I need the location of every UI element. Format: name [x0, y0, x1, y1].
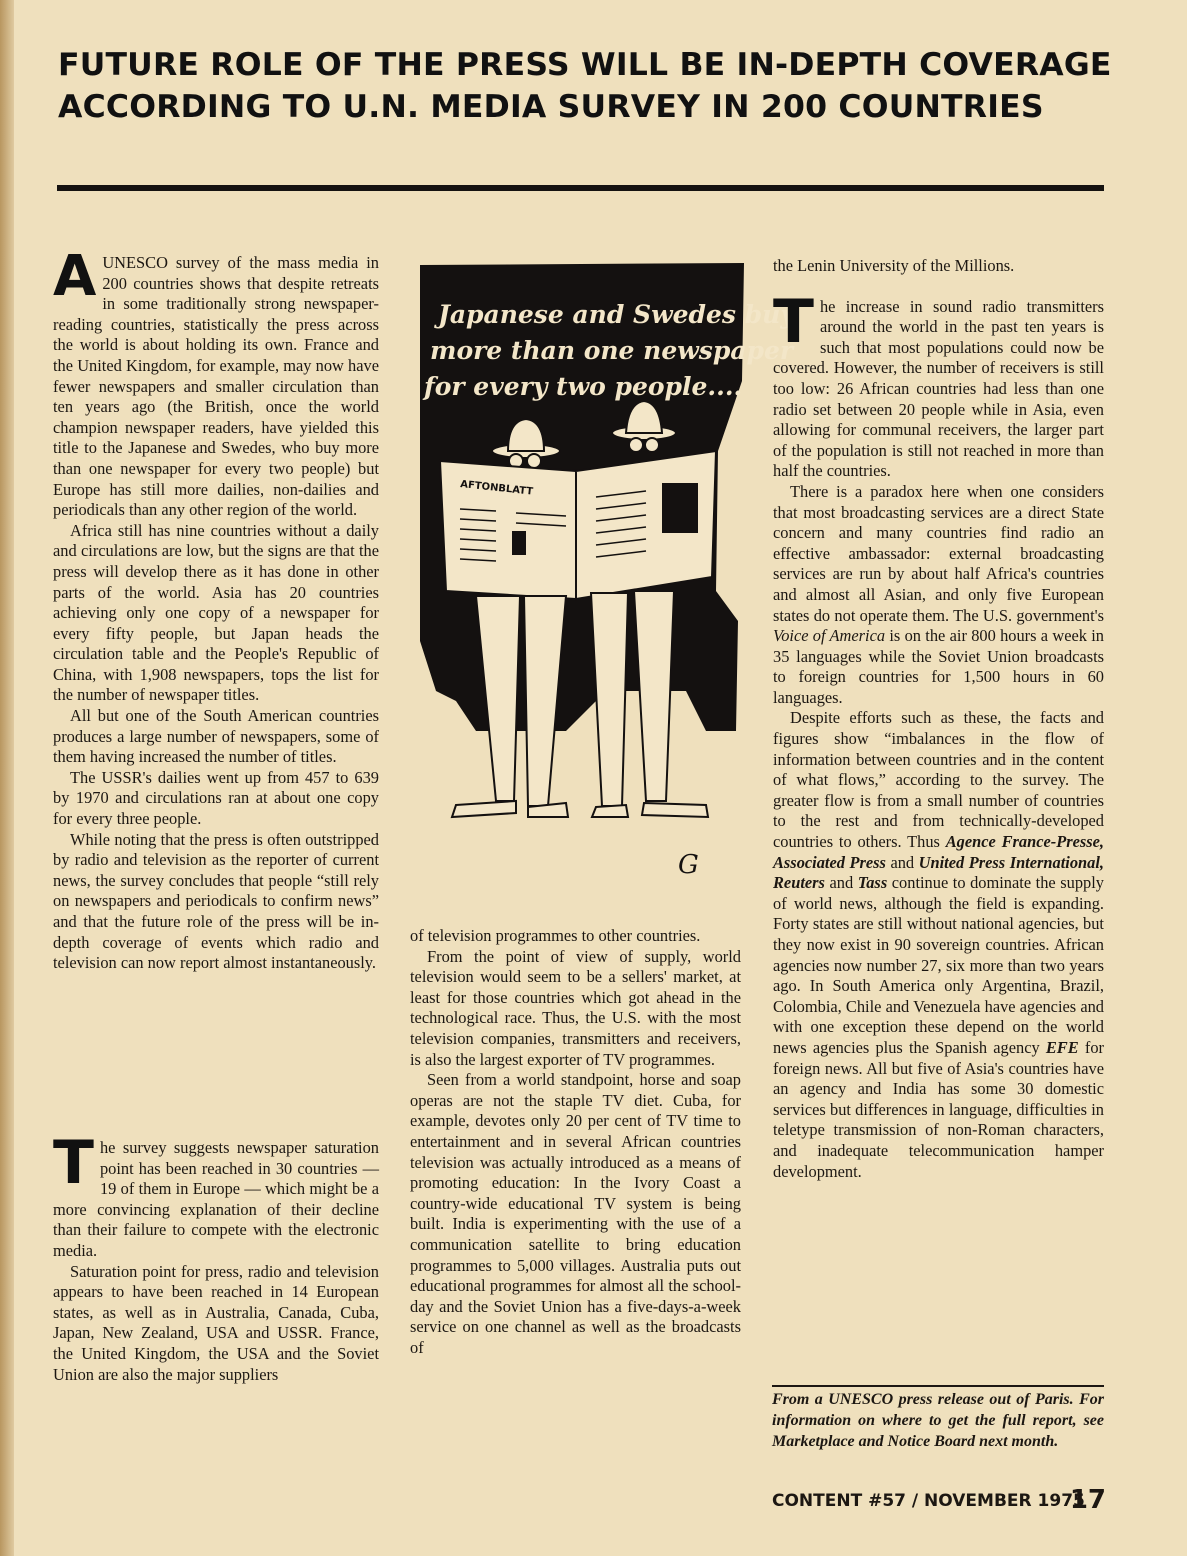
col1-para-2: Africa still has nine countries without a daily and circulations are low, but the signs are that the press will develop there as it has done in other parts of the world. Asia has 20 countries achieving only one copy of a newspaper for every fifty people, but Japan heads the circulation table and the People's Republic of China, with 1,908 newspapers, tops the list for the number of newspaper titles. [53, 520, 379, 705]
col1-para-3: All but one of the South American countries produces a large number of newspapers, some of them having increased the number of titles. [53, 706, 379, 767]
col1-para-4: The USSR's dailies went up from 457 to 639 by 1970 and circulations ran at about one copy for every three people. [53, 767, 379, 829]
column-3 [773, 256, 1104, 1182]
col3-para-1: The increase in sound radio transmitters around the world in the past ten years is such that most populations could now be covered. However, the number of receivers is still too low: 26 African countries had less than one radio set between 20 people while in Asia, even allowing for communal receivers, the larger part of the population is still not reached in more than half the countries. [773, 286, 1104, 481]
col1-para-6: The survey suggests newspaper saturation point has been reached in 30 countries — 19 of them in Europe — which might be a more convincing explanation of their decline than their failure to compete with the electronic media. [53, 1128, 379, 1260]
issue-info: CONTENT #57 / NOVEMBER 1975 [772, 1491, 1085, 1511]
column-1-lower [53, 1128, 379, 1385]
cartoon-caption-3: for every two people.... [424, 372, 743, 401]
cartoon-caption-2: more than one newspaper [430, 336, 794, 365]
col1-para-5: While noting that the press is often outstripped by radio and television as the reporter of current news, the survey concludes that people “still rely on newspapers and periodicals to confirm news” and that the future role of the press will be in-depth coverage of events which radio and television can now report almost instantaneously. [53, 829, 379, 973]
col1-para-1: AUNESCO survey of the mass media in 200 countries shows that despite retreats in some traditionally strong newspaper-reading countries, statistically the press across the world is about holding its own. France and the United Kingdom, for example, may now have fewer newspapers and smaller circulation than ten years ago (the British, once the world champion newspaper readers, have yielded this title to the Japanese and Swedes, who buy more than one newspaper for every two people) but Europe has still more dailies, non-dailies and periodicals than any other region of the world. [53, 244, 379, 520]
col2-para-2: From the point of view of supply, world television would seem to be a sellers' market, at least for those countries which got ahead in the technological race. Thus, the U.S. with the most television companies, transmitters and receivers, is also the largest exporter of TV programmes. [410, 946, 741, 1069]
cartoonist-signature: G [678, 850, 699, 880]
page-number: 17 [1069, 1485, 1106, 1515]
col2-para-3: Seen from a world standpoint, horse and soap operas are not the staple TV diet. Cuba, for example, devotes only 20 per cent of TV time to entertainment and in several African countries television was actually introduced as a means of promoting education: In the Ivory Coast a country-wide educational TV system is being built. India is experimenting with the use of a communication satellite to bring education programmes to 5,000 villages. Australia puts out educational programmes for almost all the school-day and the Soviet Union has a five-days-a-week service on one channel as well as the broadcasts of [410, 1070, 741, 1357]
headline [58, 44, 1118, 128]
col2-para-1: of television programmes to other countries. [410, 926, 701, 945]
newspaper-photo-right [662, 483, 698, 533]
col3-para-2: There is a paradox here when one considers that most broadcasting services are a direct State concern and many countries find radio an effective ambassador: external broadcasting services are run by about half Africa's countries and almost all Asian, and only five European states do not operate them. The U.S. government's Voice of America is on the air 800 hours a week in 35 languages while the Soviet Union broadcasts to foreign countries for 1,500 hours in 60 languages. [773, 481, 1104, 707]
newspaper-photo-left [512, 531, 526, 555]
page-footer [772, 1485, 1106, 1515]
column-2 [410, 926, 741, 1358]
headline-line-2: ACCORDING TO U.N. MEDIA SURVEY IN 200 COUNTRIES [58, 89, 1044, 125]
headline-rule [57, 185, 1104, 191]
voice-of-america: Voice of America [773, 626, 886, 646]
col1-para-7: Saturation point for press, radio and television appears to have been reached in 14 European states, as well as in Australia, Canada, Cuba, Japan, New Zealand, USA and USSR. France, the United Kingdom, the USA and the Soviet Union are also the major suppliers [53, 1261, 379, 1384]
source-credit: From a UNESCO press release out of Paris. For information on where to get the full report, see Marketplace and Notice Board next month. [772, 1385, 1104, 1452]
col3-para-0: the Lenin University of the Millions. [773, 256, 1015, 275]
page-edge [0, 0, 14, 1556]
col3-para-3: Despite efforts such as these, the facts and figures show “imbalances in the flow of information between countries and in the content of what flows,” according to the survey. The greater flow is from a small number of countries to the rest and from technically-developed countries to others. Thus Agence France-Presse, Associated Press and United Press International, Reuters and Tass continue to dominate the supply of world news, although the field is expanding. Forty states are still without national agencies, but they now exist in 90 sovereign countries. African agencies now number 27, six more than two years ago. In South America only Argentina, Brazil, Colombia, Chile and Venezuela have agencies and with one exception these depend on the world news agencies plus the Spanish agency EFE for foreign news. All but five of Asia's countries have an agency and India has some 30 domestic services but differences in language, difficulties in teletype transmission of non-Roman characters, and inadequate telecommunication hamper development. [773, 708, 1105, 1181]
column-1 [53, 244, 379, 974]
dropcap-a: A [53, 244, 97, 309]
headline-line-1: FUTURE ROLE OF THE PRESS WILL BE IN-DEPTH COVERAGE [58, 47, 1112, 83]
dropcap-t-2: T [773, 286, 814, 357]
newspaper-readers-cartoon [416, 261, 795, 880]
newspaper-masthead: AFTONBLATT [459, 479, 534, 498]
cartoon-caption-1: Japanese and Swedes buy [438, 300, 795, 329]
dropcap-t: T [53, 1128, 94, 1198]
